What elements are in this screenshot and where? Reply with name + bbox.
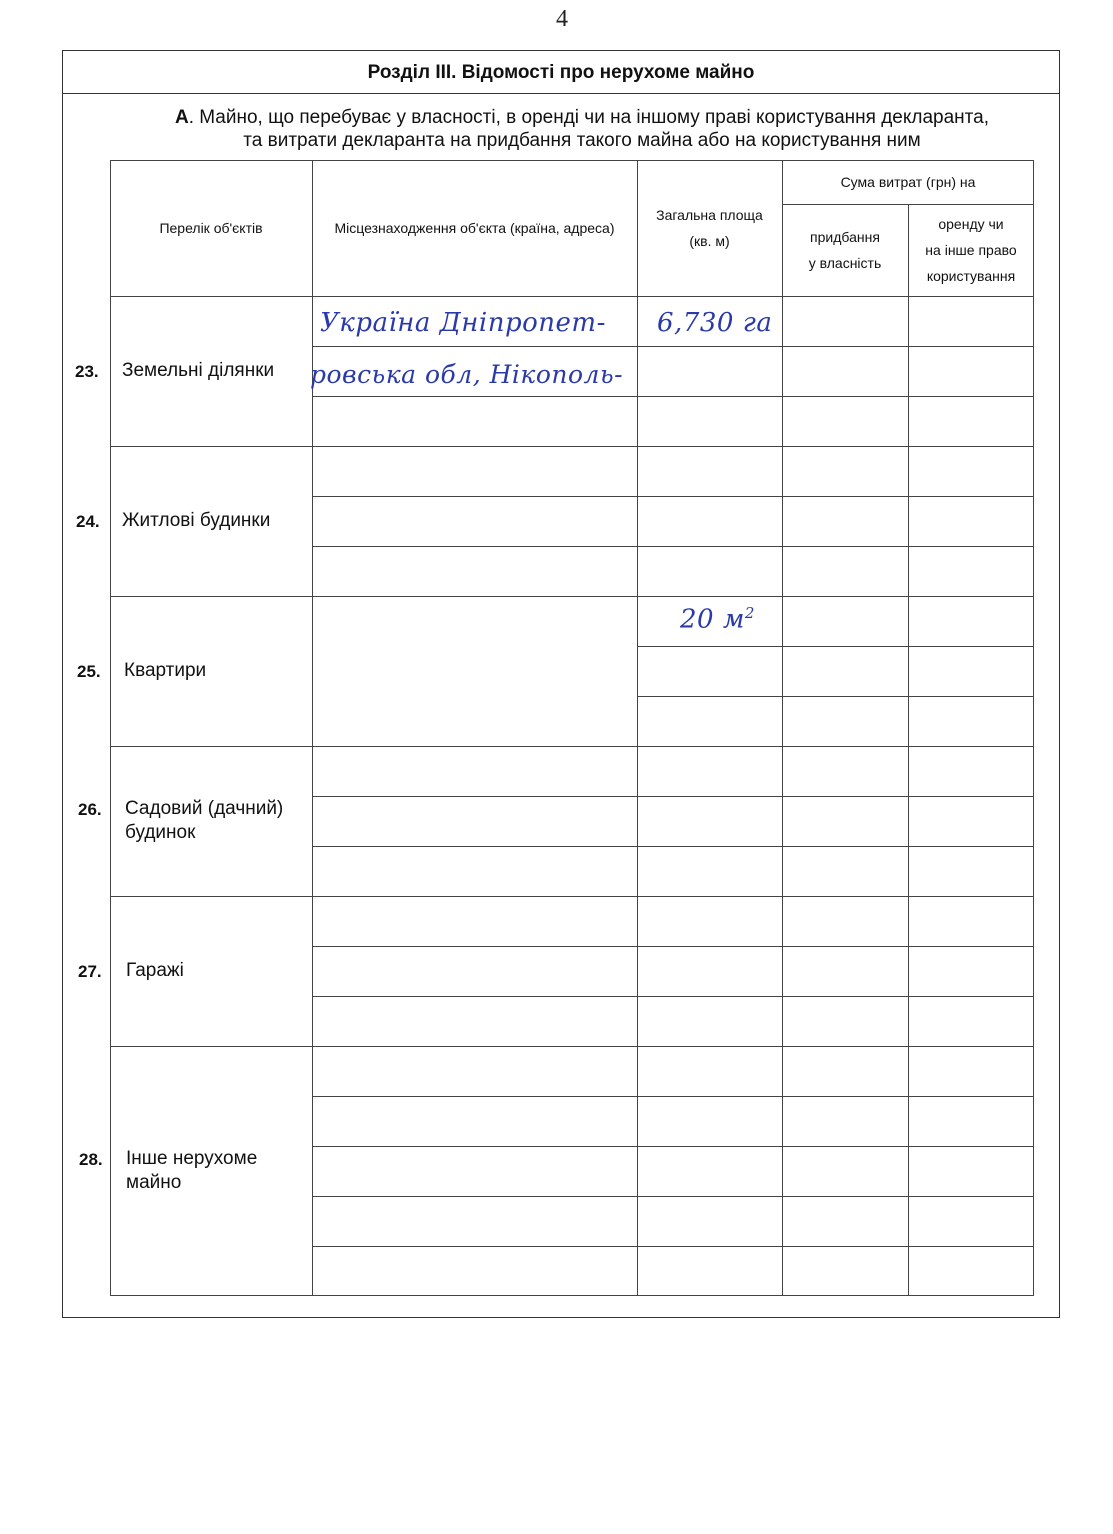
- subrow-line: [637, 696, 1034, 697]
- apartment-area-unit-sup: 2: [744, 604, 755, 622]
- subrow-line: [312, 946, 1034, 947]
- subrow-line: [312, 496, 1034, 497]
- col-line-0: [110, 160, 111, 1296]
- subtitle-letter: А: [174, 107, 189, 128]
- subrow-line: [312, 546, 1034, 547]
- header-area: [637, 160, 782, 296]
- header-area-line2: (кв. м): [689, 233, 730, 249]
- header-area-line1: Загальна площа: [656, 207, 763, 223]
- header-rent-line2: на інше право: [925, 242, 1017, 258]
- subrow-line: [312, 396, 1034, 397]
- page-number: 4: [556, 6, 568, 32]
- col-line-2: [637, 160, 638, 1296]
- header-costs: Сума витрат (грн) на: [840, 174, 976, 190]
- subrow-line: [312, 1196, 1034, 1197]
- row-label-garages: Гаражі: [126, 960, 184, 981]
- header-rent-line1: оренду чи: [938, 216, 1004, 232]
- subrow-line: [637, 646, 1034, 647]
- header-objects: Перелік об'єктів: [159, 220, 263, 236]
- property-table: [110, 160, 1034, 1296]
- row-number-23: 23.: [75, 362, 99, 381]
- row-number-26: 26.: [78, 800, 102, 819]
- header-purchase-line1: придбання: [810, 229, 880, 245]
- row-label-apartments: Квартири: [124, 660, 207, 681]
- subrow-line: [312, 996, 1034, 997]
- subrow-line: [312, 1146, 1034, 1147]
- row-label-houses: Житлові будинки: [122, 510, 271, 531]
- row-label-garden-house: Садовий (дачний) будинок: [125, 798, 284, 843]
- subtitle-line1: . Майно, що перебуває у власності, в оренді чи на іншому праві користування декларанта,: [188, 107, 990, 128]
- header-location: Місцезнаходження об'єкта (країна, адреса): [334, 220, 615, 236]
- apartment-area-value: 20 м: [680, 604, 745, 635]
- section-title: Розділ ІІІ. Відомості про нерухоме майно: [63, 51, 1059, 94]
- col-line-1: [312, 160, 313, 1296]
- handwritten-location-line1: Україна Дніпропет-: [320, 308, 606, 338]
- handwritten-apartment-area: [680, 604, 755, 635]
- header-rent: [908, 204, 1034, 296]
- row-number-28: 28.: [79, 1150, 103, 1169]
- subrow-line: [312, 346, 1034, 347]
- col-line-5: [1033, 160, 1034, 1296]
- handwritten-location-line2: ровська обл, Нікополь-: [310, 360, 624, 389]
- header-purchase-line2: у власність: [808, 255, 882, 271]
- subtitle-line2: та витрати декларанта на придбання такого майна або на користування ним: [243, 130, 921, 151]
- handwritten-land-area: 6,730 га: [657, 308, 773, 338]
- row-label-land: Земельні ділянки: [122, 360, 275, 381]
- header-purchase: [782, 204, 908, 296]
- subrow-line: [312, 846, 1034, 847]
- row-label-other: Інше нерухоме майно: [126, 1148, 258, 1193]
- header-rent-line3: користування: [926, 268, 1016, 284]
- row-number-24: 24.: [76, 512, 100, 531]
- col-line-3: [782, 160, 783, 1296]
- subrow-line: [312, 1096, 1034, 1097]
- subrow-line: [312, 1246, 1034, 1247]
- row-number-27: 27.: [78, 962, 102, 981]
- subrow-line: [312, 796, 1034, 797]
- col-line-4: [908, 204, 909, 1296]
- row-number-25: 25.: [77, 662, 101, 681]
- section-subtitle: [112, 106, 1052, 152]
